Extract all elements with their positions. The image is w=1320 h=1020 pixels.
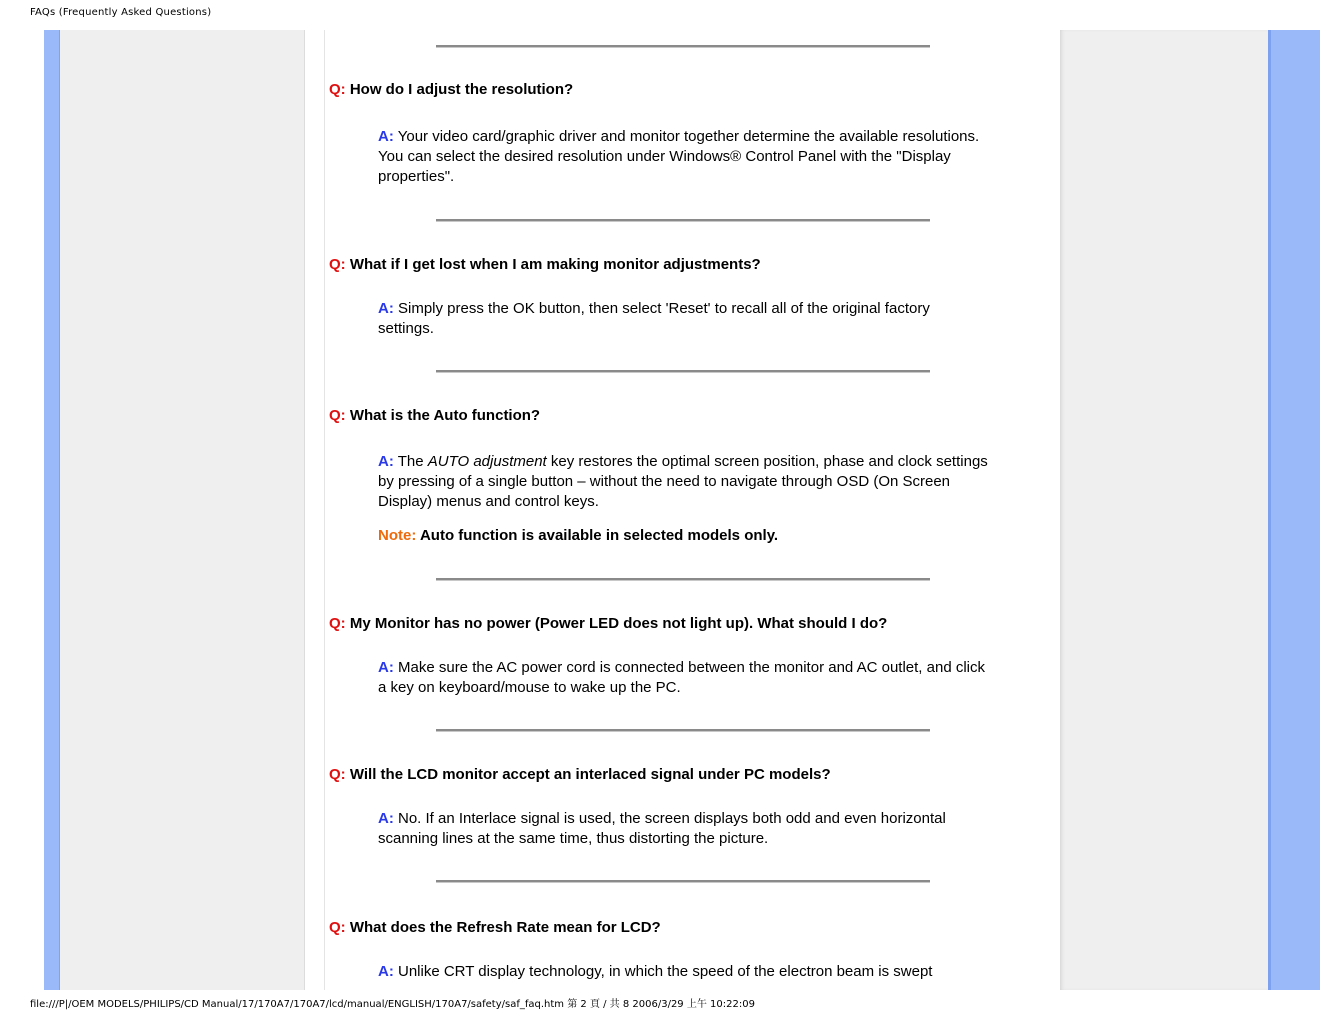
answer-text: No. If an Interlace signal is used, the screen displays both odd and even horizontal scanning lines at the same time, thus distorting the picture. <box>378 810 946 847</box>
question-text: What if I get lost when I am making monitor adjustments? <box>349 256 761 273</box>
divider <box>436 729 930 732</box>
answer <box>378 452 988 512</box>
question-text: What is the Auto function? <box>349 407 541 424</box>
answer-text: Make sure the AC power cord is connected between the monitor and AC outlet, and click a key on keyboard/mouse to wake up the PC. <box>378 659 985 696</box>
question <box>329 919 661 936</box>
answer <box>378 299 988 339</box>
answer <box>378 962 988 988</box>
divider <box>436 880 930 883</box>
question-text: How do I adjust the resolution? <box>349 81 574 98</box>
answer-text: Unlike CRT display technology, in which the speed of the electron beam is swept <box>398 963 933 980</box>
question <box>329 256 761 273</box>
answer-text: Simply press the OK button, then select 'Reset' to recall all of the original factory settings. <box>378 300 930 337</box>
question-label: Q: <box>329 407 346 424</box>
answer-text: Your video card/graphic driver and monitor together determine the available resolutions. You can select the desired resolution under Windows® Control Panel with the "Display properties". <box>378 128 980 185</box>
answer-label: A: <box>378 300 394 317</box>
answer-label: A: <box>378 810 394 827</box>
question <box>329 615 887 632</box>
answer-emphasis: AUTO adjustment <box>427 453 547 470</box>
answer-label: A: <box>378 453 394 470</box>
question <box>329 407 540 424</box>
left-sidebar <box>60 30 305 990</box>
question <box>329 81 573 98</box>
question-text: Will the LCD monitor accept an interlaced signal under PC models? <box>349 766 831 783</box>
question-label: Q: <box>329 766 346 783</box>
question-label: Q: <box>329 256 346 273</box>
question-label: Q: <box>329 615 346 632</box>
answer-text-post: key restores the optimal screen position, phase and clock settings by pressing of a single button – without the need to navigate through OSD (On Screen Display) menus and control keys. <box>378 453 988 510</box>
note-text: Auto function is available in selected models only. <box>419 527 779 544</box>
page-footer: file:///P|/OEM MODELS/PHILIPS/CD Manual/17/170A7/170A7/lcd/manual/ENGLISH/170A7/safety/saf_faq.htm 第 2 頁 / 共 8 2006/3/29 上午 10:22:09 <box>30 999 755 1010</box>
divider <box>436 370 930 373</box>
answer <box>378 809 988 849</box>
answer <box>378 658 988 698</box>
right-sidebar <box>1060 30 1268 990</box>
question-label: Q: <box>329 919 346 936</box>
divider <box>436 45 930 48</box>
question-text: My Monitor has no power (Power LED does not light up). What should I do? <box>349 615 888 632</box>
question <box>329 766 831 783</box>
answer <box>378 127 988 187</box>
answer-label: A: <box>378 128 394 145</box>
divider <box>436 578 930 581</box>
left-blue-border <box>44 30 60 990</box>
answer-text-pre: The <box>397 453 424 470</box>
answer-label: A: <box>378 659 394 676</box>
page-title: FAQs (Frequently Asked Questions) <box>30 7 212 18</box>
question-label: Q: <box>329 81 346 98</box>
answer-label: A: <box>378 963 394 980</box>
note-label: Note: <box>378 527 417 544</box>
divider <box>436 219 930 222</box>
question-text: What does the Refresh Rate mean for LCD? <box>349 919 661 936</box>
right-blue-border <box>1268 30 1320 990</box>
note <box>378 527 778 544</box>
